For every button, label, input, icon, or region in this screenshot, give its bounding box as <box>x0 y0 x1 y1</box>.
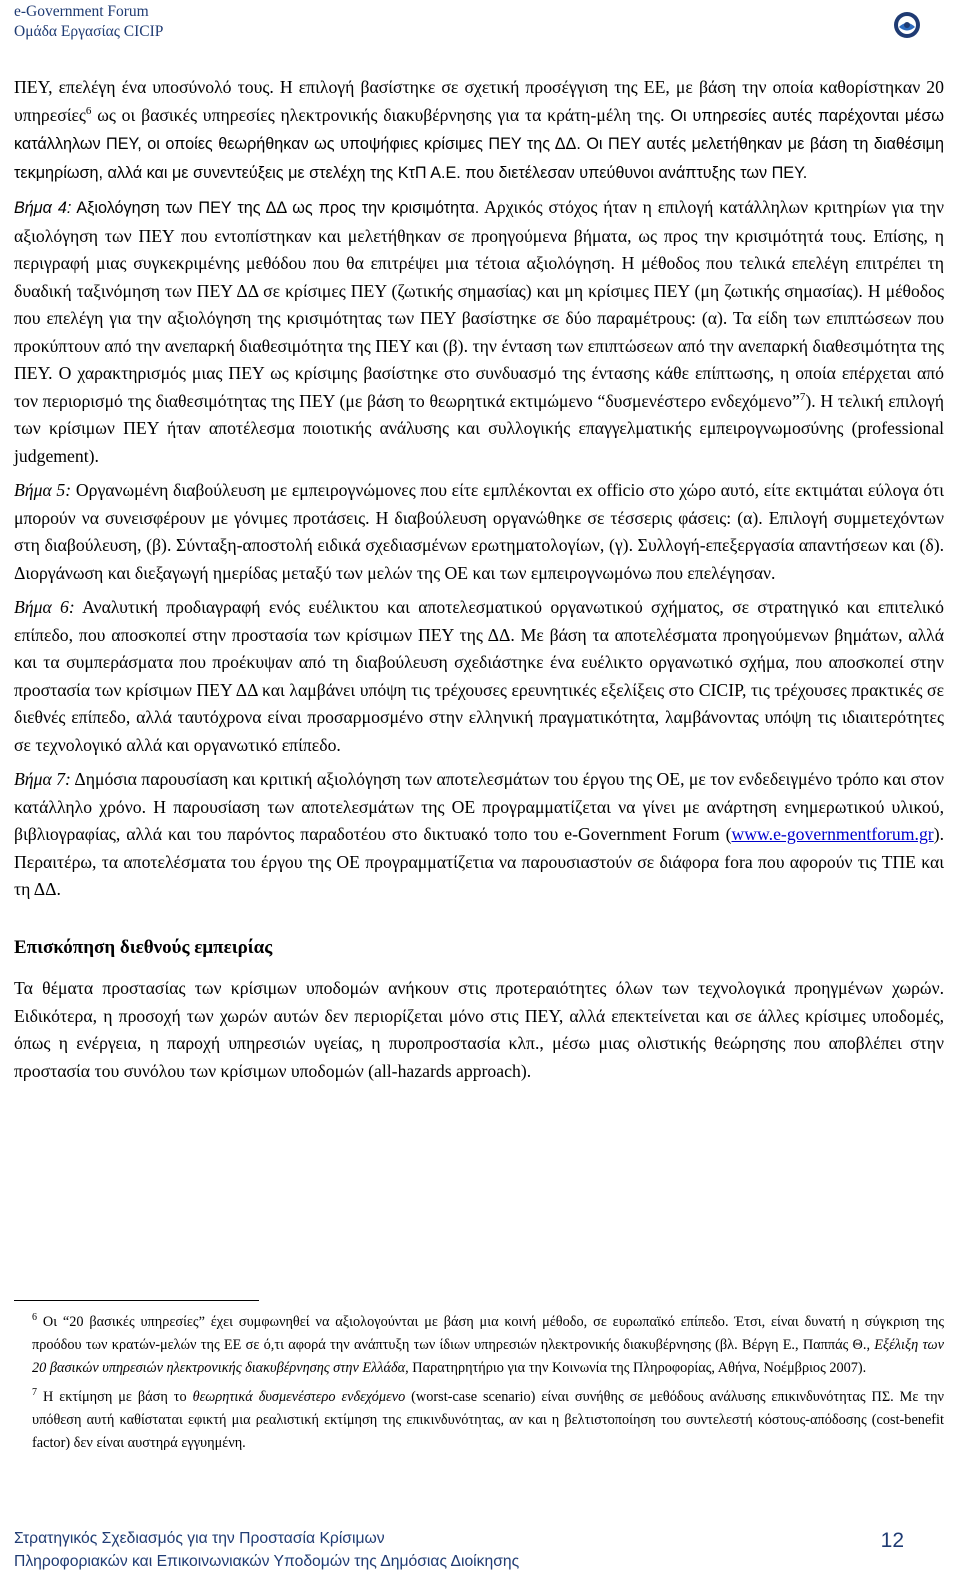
footnote-ref-7: 7 <box>799 390 806 403</box>
footnote-6-text-b: , Παρατηρητήριο για την Κοινωνία της Πληροφορίας, Αθήνα, Νοέμβριος 2007). <box>405 1360 867 1376</box>
footnote-6-number: 6 <box>32 1312 37 1324</box>
footer-line-1: Στρατηγικός Σχεδιασμός για την Προστασία Κρίσιμων <box>14 1530 385 1547</box>
paragraph-step-4 <box>14 194 944 470</box>
step-7-text-a: Δημόσια παρουσίαση και κριτική αξιολόγηση των αποτελεσμάτων του έργου της ΟΕ, με τον ενδεδειγμένο τρόπο και στον κατάλληλο χρόνο. Η παρουσίαση των αποτελεσμάτων της ΟΕ προγραμματίζεται να γίνει με ανάρτηση ενημερωτικού υλικού, βιβλιογραφίας, αλλά και του παρόντος παραδοτέου στο δικτυακό τοπο του e-Government Forum ( <box>14 769 944 844</box>
header-title: e-Government Forum <box>14 3 149 20</box>
paragraph-step-7 <box>14 766 944 904</box>
page-footer <box>14 1527 944 1579</box>
footnote-7-italic: θεωρητικά δυσμενέστερο ενδεχόμενο <box>192 1389 406 1405</box>
footnote-6 <box>14 1311 944 1380</box>
footnote-ref-6: 6 <box>85 104 92 117</box>
footnote-7-text-a: Η εκτίμηση με βάση το <box>37 1389 193 1405</box>
footnotes <box>14 1300 944 1461</box>
paragraph-step-5 <box>14 477 944 587</box>
step-4-text-a: Αρχικός στόχος ήταν η επιλογή κατάλληλων κριτηρίων για την αξιολόγηση των ΠΕΥ που εντοπίστηκαν και μελετήθηκαν σε προηγούμενα βήματα, ως προς την κρισιμότητά τους. Επίσης, η περιγραφή μιας συγκεκριμένης μεθόδου που θα επιτρέψει μια τέτοια αξιολόγηση. Η μέθοδος που τελικά επελέγη επιτρέπει τη δυαδική ταξινόμηση των ΠΕΥ ΔΔ σε κρίσιμες ΠΕΥ (ζωτικής σημασίας) και μη κρίσιμες ΠΕΥ (μη ζωτικής σημασίας). Η μέθοδος που επελέγη για την αξιολόγηση της κρισιμότητας των ΠΕΥ βασίστηκε σε δύο παραμέτρους: (α). Τα είδη των επιπτώσεων που προκύπτουν από την ανεπαρκή διαθεσιμότητα της ΠΕΥ και (β). την ένταση των επιπτώσεων από την ανεπαρκή διαθεσιμότητα της ΠΕΥ. Ο χαρακτηρισμός μιας ΠΕΥ ως κρίσιμης βασίστηκε στο συνδυασμό της έντασης κάθε επίπτωσης, η οποία επέρχεται από τον περιορισμό της διαθεσιμότητας της ΠΕΥ (με βάση το θεωρητικά εκτιμώμενο “δυσμενέστερο ενδεχόμενο” <box>14 197 944 411</box>
emblem-icon <box>892 10 922 40</box>
footnote-7-text-b: (worst-case scenario) είναι συνήθης σε μεθόδους ανάλυσης επικινδυνότητας ΠΣ. Με την υπόθεση αυτή καθίσταται εφικτή μια ρεαλιστική εκτίμηση της επικινδυνότητας, αν και η βελτιστοποίηση του συντελεστή κόστους-απόδοσης (cost-benefit factor) δεν είναι αυστηρά εγγυημένη. <box>32 1389 945 1451</box>
footnote-6-text-a: Οι “20 βασικές υπηρεσίες” έχει συμφωνηθεί να αξιολογούνται με βάση μια κοινή μέθοδο, σε ευρωπαϊκό επίπεδο. Έτσι, είναι δυνατή η σύγκριση της προόδου των κρατών-μελών της ΕΕ σε ό,τι αφορά την ανάπτυξη των ίδιων υπηρεσιών ηλεκτρονικής διακυβέρνησης (βλ. Βέργη Ε., Παππάς Θ., <box>32 1314 944 1353</box>
footnote-divider <box>14 1300 259 1301</box>
intro-text-c: Οι υπηρεσίες αυτές παρέχονται μέσω κατάλληλων ΠΕΥ, οι οποίες θεωρήθηκαν ως υποψήφιες κρίσιμες ΠΕΥ της ΔΔ. Οι ΠΕΥ αυτές μελετήθηκαν με βάση τη διαθέσιμη τεκμηρίωση, αλλά και με συνεντεύξεις με στελέχη της ΚτΠ Α.Ε. που διετέλεσαν υπεύθυνοι ανάπτυξης των ΠΕΥ. <box>14 106 944 182</box>
page-number: 12 <box>880 1529 904 1552</box>
footnote-6-italic: Εξέλιξη των 20 βασικών υπηρεσιών ηλεκτρονικής διακυβέρνησης στην Ελλάδα <box>32 1337 945 1376</box>
step-7-text-b: ). Περαιτέρω, τα αποτελέσματα του έργου της ΟΕ προγραμματίζετια να παρουσιαστούν σε διάφορα fora που αφορούν τις ΤΠΕ και τη ΔΔ. <box>14 824 944 899</box>
page-header <box>14 2 944 48</box>
section-heading: Επισκόπηση διεθνούς εμπειρίας <box>14 936 273 958</box>
footnote-7 <box>14 1386 944 1455</box>
step-6-label: Βήμα 6: <box>14 597 75 617</box>
step-4-title: Αξιολόγηση των ΠΕΥ της ΔΔ ως προς την κρισιμότητα. <box>71 199 480 217</box>
step-7-label: Βήμα 7: <box>14 769 71 789</box>
header-subtitle: Ομάδα Εργασίας CICIP <box>14 23 164 40</box>
document-body <box>14 74 944 1092</box>
step-4-text-b: ). Η τελική επιλογή των κρίσιμων ΠΕΥ ήταν αποτέλεσμα ποιοτικής ανάλυσης και συλλογικής επαγγελματικής εμπειρογνωμοσύνης (professional judgement). <box>14 390 944 466</box>
step-6-text: Αναλυτική προδιαγραφή ενός ευέλικτου και αποτελεσματικού οργανωτικού σχήματος, σε στρατηγικό και επιτελικό επίπεδο, που αποσκοπεί στην προστασία των κρίσιμων ΠΕΥ της ΔΔ. Με βάση τα αποτελέσματα προηγούμενων βημάτων, αλλά και τα συμπεράσματα που προέκυψαν από τη διαβούλευση σχεδιάστηκε ένα ευέλικτο οργανωτικό σχήμα, που αποσκοπεί στην προστασία των κρίσιμων ΠΕΥ ΔΔ και λαμβάνει υπόψη τις τρέχουσες ερευνητικές εξελίξεις στο CICIP, τις τρέχουσες πρακτικές σε διεθνές επίπεδο, αλλά ταυτόχρονα είναι προσαρμοσμένο στην ελληνική πραγματικότητα, λαμβάνοντας υπόψη τις ιδιαιτερότητες σε τεχνολογικό αλλά και οργανωτικό επίπεδο. <box>14 597 944 755</box>
footnote-7-number: 7 <box>32 1387 37 1399</box>
intro-text-b: ως οι βασικές υπηρεσίες ηλεκτρονικής διακυβέρνησης για τα κράτη-μέλη της. <box>91 104 671 125</box>
egovernment-forum-link[interactable]: www.e-governmentforum.gr <box>731 824 934 844</box>
paragraph-step-6 <box>14 594 944 759</box>
footer-line-2: Πληροφοριακών και Επικοινωνιακών Υποδομών της Δημόσιας Διοίκησης <box>14 1553 520 1570</box>
step-5-label: Βήμα 5: <box>14 480 72 500</box>
step-4-label: Βήμα 4: <box>14 199 72 217</box>
paragraph-intro <box>14 74 944 187</box>
intro-text-a: ΠΕΥ, επελέγη ένα υποσύνολό τους. Η επιλογή βασίστηκε σε σχετική προσέγγιση της ΕΕ, με βάση την οποία καθορίστηκαν 20 υπηρεσίες <box>14 77 944 125</box>
paragraph-international: Τα θέματα προστασίας των κρίσιμων υποδομών ανήκουν στις προτεραιότητες όλων των τεχνολογικά προηγμένων χωρών. Ειδικότερα, η προσοχή των χωρών αυτών δεν περιορίζεται μόνο στις ΠΕΥ, αλλά επεκτείνεται και σε άλλες κρίσιμες υποδομές, όπως η ενέργεια, η παροχή υπηρεσιών υγείας, η πυροπροστασία κλπ., μέσω μιας ολιστικής θεώρησης που αποβλέπει στην προστασία του συνόλου των κρίσιμων υποδομών (all-hazards approach). <box>14 978 944 1081</box>
step-5-text: Οργανωμένη διαβούλευση με εμπειρογνώμονες που είτε εμπλέκονται ex officio στο χώρο αυτό, είτε εκτιμάται εύλογα ότι μπορούν να συνεισφέρουν με γόνιμες προτάσεις. Η διαβούλευση οργανώθηκε σε τέσσερις φάσεις: (α). Επιλογή συμμετεχόντων στη διαβούλευση, (β). Σύνταξη-αποστολή ειδικά σχεδιασμένων ερωτηματολογίων, (γ). Συλλογή-επεξεργασία απαντήσεων και (δ). Διοργάνωση και διεξαγωγή ημερίδας μεταξύ των μελών της ΟΕ και των εμπειρογνωμόνω που επελέγησαν. <box>14 480 944 583</box>
